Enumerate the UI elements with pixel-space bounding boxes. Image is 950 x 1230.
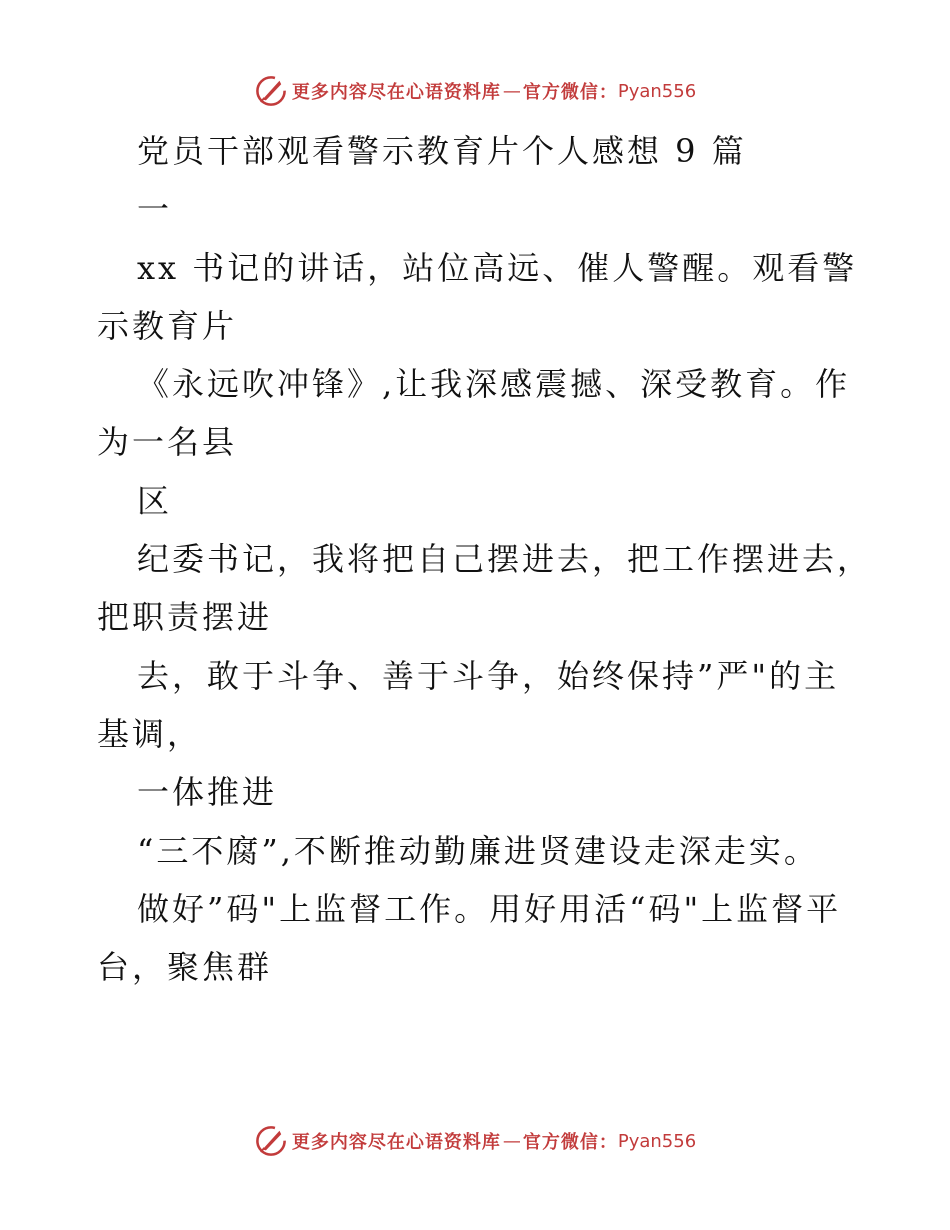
paragraph-line: 去，敢于斗争、善于斗争，始终保持”严"的主 bbox=[137, 656, 840, 695]
document-title: 党员干部观看警示教育片个人感想 9 篇 bbox=[137, 132, 747, 170]
paragraph-line: 台，聚焦群 bbox=[97, 948, 273, 987]
banner-separator: — bbox=[502, 1130, 521, 1152]
paragraph-line: 区 bbox=[137, 481, 173, 520]
document-body bbox=[97, 122, 873, 996]
banner-brand-text: 更多内容尽在心语资料库 bbox=[291, 1132, 501, 1153]
quill-pen-logo-icon bbox=[254, 1124, 288, 1158]
banner-wechat-label: 官方微信： bbox=[522, 1132, 618, 1153]
paragraph-line: 一体推进 bbox=[137, 773, 278, 812]
paragraph-line: 为一名县 bbox=[97, 423, 238, 462]
paragraph-line: 示教育片 bbox=[97, 306, 238, 345]
paragraph-line: 把职责摆进 bbox=[97, 598, 273, 637]
paragraph-line: “三不腐”,不断推动勤廉进贤建设走深走实。 bbox=[137, 831, 819, 870]
paragraph-line: 做好”码"上监督工作。用好用活“码"上监督平 bbox=[137, 889, 842, 928]
paragraph-line: 《永远吹冲锋》,让我深感震撼、深受教育。作 bbox=[137, 365, 851, 404]
banner-wechat-label: 官方微信： bbox=[522, 82, 618, 103]
banner-brand-text: 更多内容尽在心语资料库 bbox=[291, 82, 501, 103]
section-number: 一 bbox=[137, 190, 173, 229]
paragraph-line: 基调， bbox=[97, 714, 203, 753]
banner-wechat-id: Pyan556 bbox=[617, 1130, 697, 1152]
paragraph-line: xx 书记的讲话，站位高远、催人警醒。观看警 bbox=[137, 248, 858, 287]
banner-separator: — bbox=[502, 80, 521, 102]
banner-wechat-id: Pyan556 bbox=[617, 80, 697, 102]
quill-pen-logo-icon bbox=[254, 74, 288, 108]
header-banner bbox=[0, 74, 950, 108]
paragraph-line: 纪委书记，我将把自己摆进去，把工作摆进去， bbox=[137, 540, 873, 579]
footer-banner bbox=[0, 1124, 950, 1158]
